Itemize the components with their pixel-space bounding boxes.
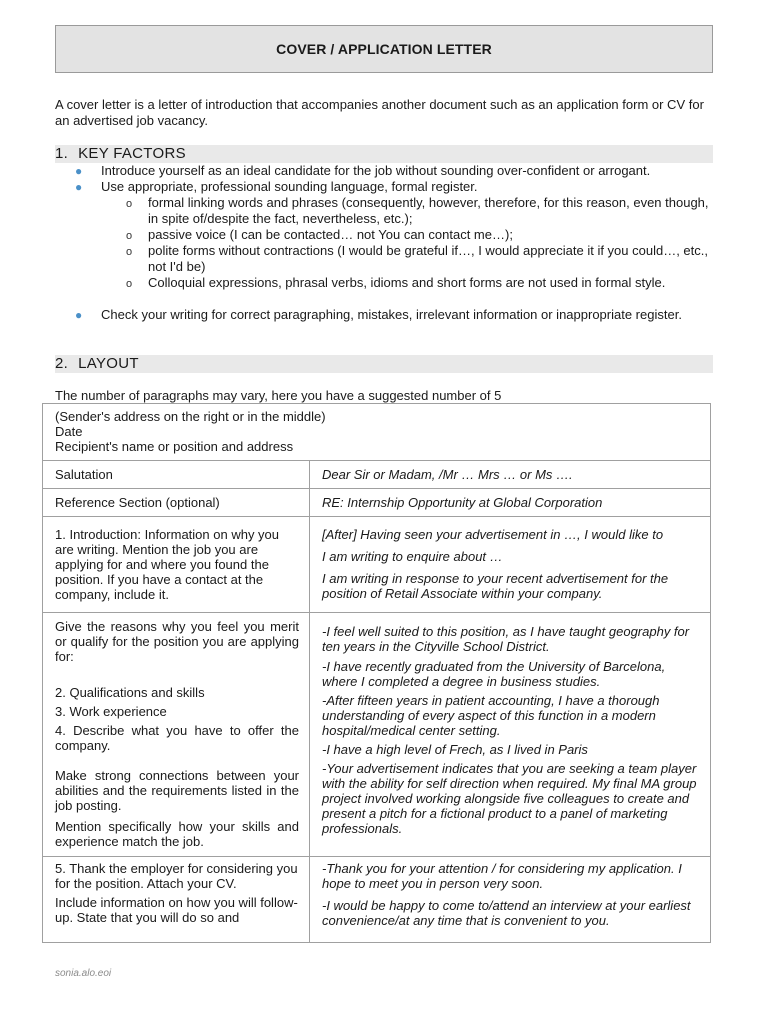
bullet-icon: ● xyxy=(75,164,83,178)
example-phrase: -After fifteen years in patient accounting, I have a thorough understanding of every aspect of this function in a modern hospital/medical center setting. xyxy=(322,693,660,738)
list-item xyxy=(55,307,717,323)
example-phrase: -I have a high level of Frech, as I lived in Paris xyxy=(322,742,588,757)
section-title: KEY FACTORS xyxy=(78,145,186,162)
list-item-text: Check your writing for correct paragraphing, mistakes, irrelevant information or inappropriate register. xyxy=(101,307,682,322)
table-cell: Dear Sir or Madam, /Mr … Mrs … or Ms …. xyxy=(310,461,711,489)
table-cell: RE: Internship Opportunity at Global Corporation xyxy=(310,489,711,517)
list-item-text: Introduce yourself as an ideal candidate for the job without sounding over-confident or arrogant. xyxy=(101,163,651,178)
sub-list-item xyxy=(55,227,717,243)
recipient-note: Recipient's name or position and address xyxy=(55,439,294,454)
table-row xyxy=(43,613,711,857)
closing-instructions: 5. Thank the employer for considering you for the position. Attach your CV. xyxy=(55,861,298,891)
table-row xyxy=(43,857,711,943)
sender-address-note: (Sender's address on the right or in the middle) xyxy=(55,409,326,424)
example-phrase: -Your advertisement indicates that you are seeking a team player with the ability for self direction when required. My final MA group project involved working alongside five colleagues to create and present a pitch for a fictional product to a panel of marketing professionals. xyxy=(322,761,697,836)
intro-paragraph: A cover letter is a letter of introduction that accompanies another document such as an application form or CV for an advertised job vacancy. xyxy=(55,97,704,128)
circle-bullet-icon: o xyxy=(126,278,133,290)
circle-bullet-icon: o xyxy=(126,230,133,242)
bullet-icon: ● xyxy=(75,180,83,194)
table-cell xyxy=(43,613,310,857)
body-instructions: Make strong connections between your abilities and the requirements listed in the job posting. xyxy=(55,768,299,813)
sub-list-item-text: polite forms without contractions (I would be grateful if…, I would appreciate it if you could…, etc., not I'd be) xyxy=(148,243,708,274)
list-item xyxy=(55,163,717,179)
closing-instructions: Include information on how you will follow-up. State that you will do so and xyxy=(55,895,298,925)
table-cell xyxy=(43,517,310,613)
section-title: LAYOUT xyxy=(78,355,139,372)
example-phrase: -I have recently graduated from the University of Barcelona, where I completed a degree in business studies. xyxy=(322,659,666,689)
sub-list-item xyxy=(55,195,717,227)
example-phrase: [After] Having seen your advertisement in …, I would like to xyxy=(322,527,664,542)
list-item-text: Use appropriate, professional sounding language, formal register. xyxy=(101,179,478,194)
example-phrase: -I feel well suited to this position, as I have taught geography for ten years in the Cityville School District. xyxy=(322,624,690,654)
section-number: 2. xyxy=(55,355,69,372)
table-cell xyxy=(310,613,711,857)
table-cell xyxy=(43,857,310,943)
date-note: Date xyxy=(55,424,83,439)
section-heading-key-factors xyxy=(55,145,713,163)
table-cell: Reference Section (optional) xyxy=(43,489,310,517)
body-instructions: Mention specifically how your skills and experience match the job. xyxy=(55,819,299,849)
circle-bullet-icon: o xyxy=(126,246,133,258)
layout-note: The number of paragraphs may vary, here you have a suggested number of 5 xyxy=(55,388,502,403)
table-row xyxy=(43,489,711,517)
table-row xyxy=(43,517,711,613)
table-cell xyxy=(43,404,711,461)
body-point: 3. Work experience xyxy=(55,704,167,719)
introduction-instructions: 1. Introduction: Information on why you are writing. Mention the job you are applying for and where you found the position. If you have a contact at the company, include it. xyxy=(55,527,280,602)
table-row xyxy=(43,404,711,461)
sub-list-item-text: passive voice (I can be contacted… not You can contact me…); xyxy=(148,227,513,242)
body-point: 2. Qualifications and skills xyxy=(55,685,205,700)
body-point: 4. Describe what you have to offer the company. xyxy=(55,723,299,753)
example-phrase: I am writing to enquire about … xyxy=(322,549,503,564)
circle-bullet-icon: o xyxy=(126,198,133,210)
section-number: 1. xyxy=(55,145,69,162)
document-title: COVER / APPLICATION LETTER xyxy=(55,25,713,73)
sub-list-item-text: Colloquial expressions, phrasal verbs, idioms and short forms are not used in formal style. xyxy=(148,275,666,290)
table-cell: Salutation xyxy=(43,461,310,489)
table-row xyxy=(43,461,711,489)
list-item xyxy=(55,179,717,195)
example-phrase: I am writing in response to your recent advertisement for the position of Retail Associate within your company. xyxy=(322,571,669,601)
key-factors-list xyxy=(55,163,717,323)
table-cell xyxy=(310,517,711,613)
example-phrase: -I would be happy to come to/attend an interview at your earliest convenience/at any time that is convenient to you. xyxy=(322,898,691,928)
bullet-icon: ● xyxy=(75,308,83,322)
table-cell xyxy=(310,857,711,943)
example-phrase: -Thank you for your attention / for considering my application. I hope to meet you in person very soon. xyxy=(322,861,682,891)
body-instructions: Give the reasons why you feel you merit or qualify for the position you are applying for: xyxy=(55,619,299,664)
sub-list-item xyxy=(55,243,717,275)
footer-author: sonia.alo.eoi xyxy=(55,968,112,979)
section-heading-layout xyxy=(55,355,713,373)
letter-layout-table xyxy=(42,403,711,943)
sub-list-item xyxy=(55,275,717,291)
sub-list-item-text: formal linking words and phrases (consequently, however, therefore, for this reason, even though, in spite of/despite the fact, nevertheless, etc.); xyxy=(148,195,709,226)
